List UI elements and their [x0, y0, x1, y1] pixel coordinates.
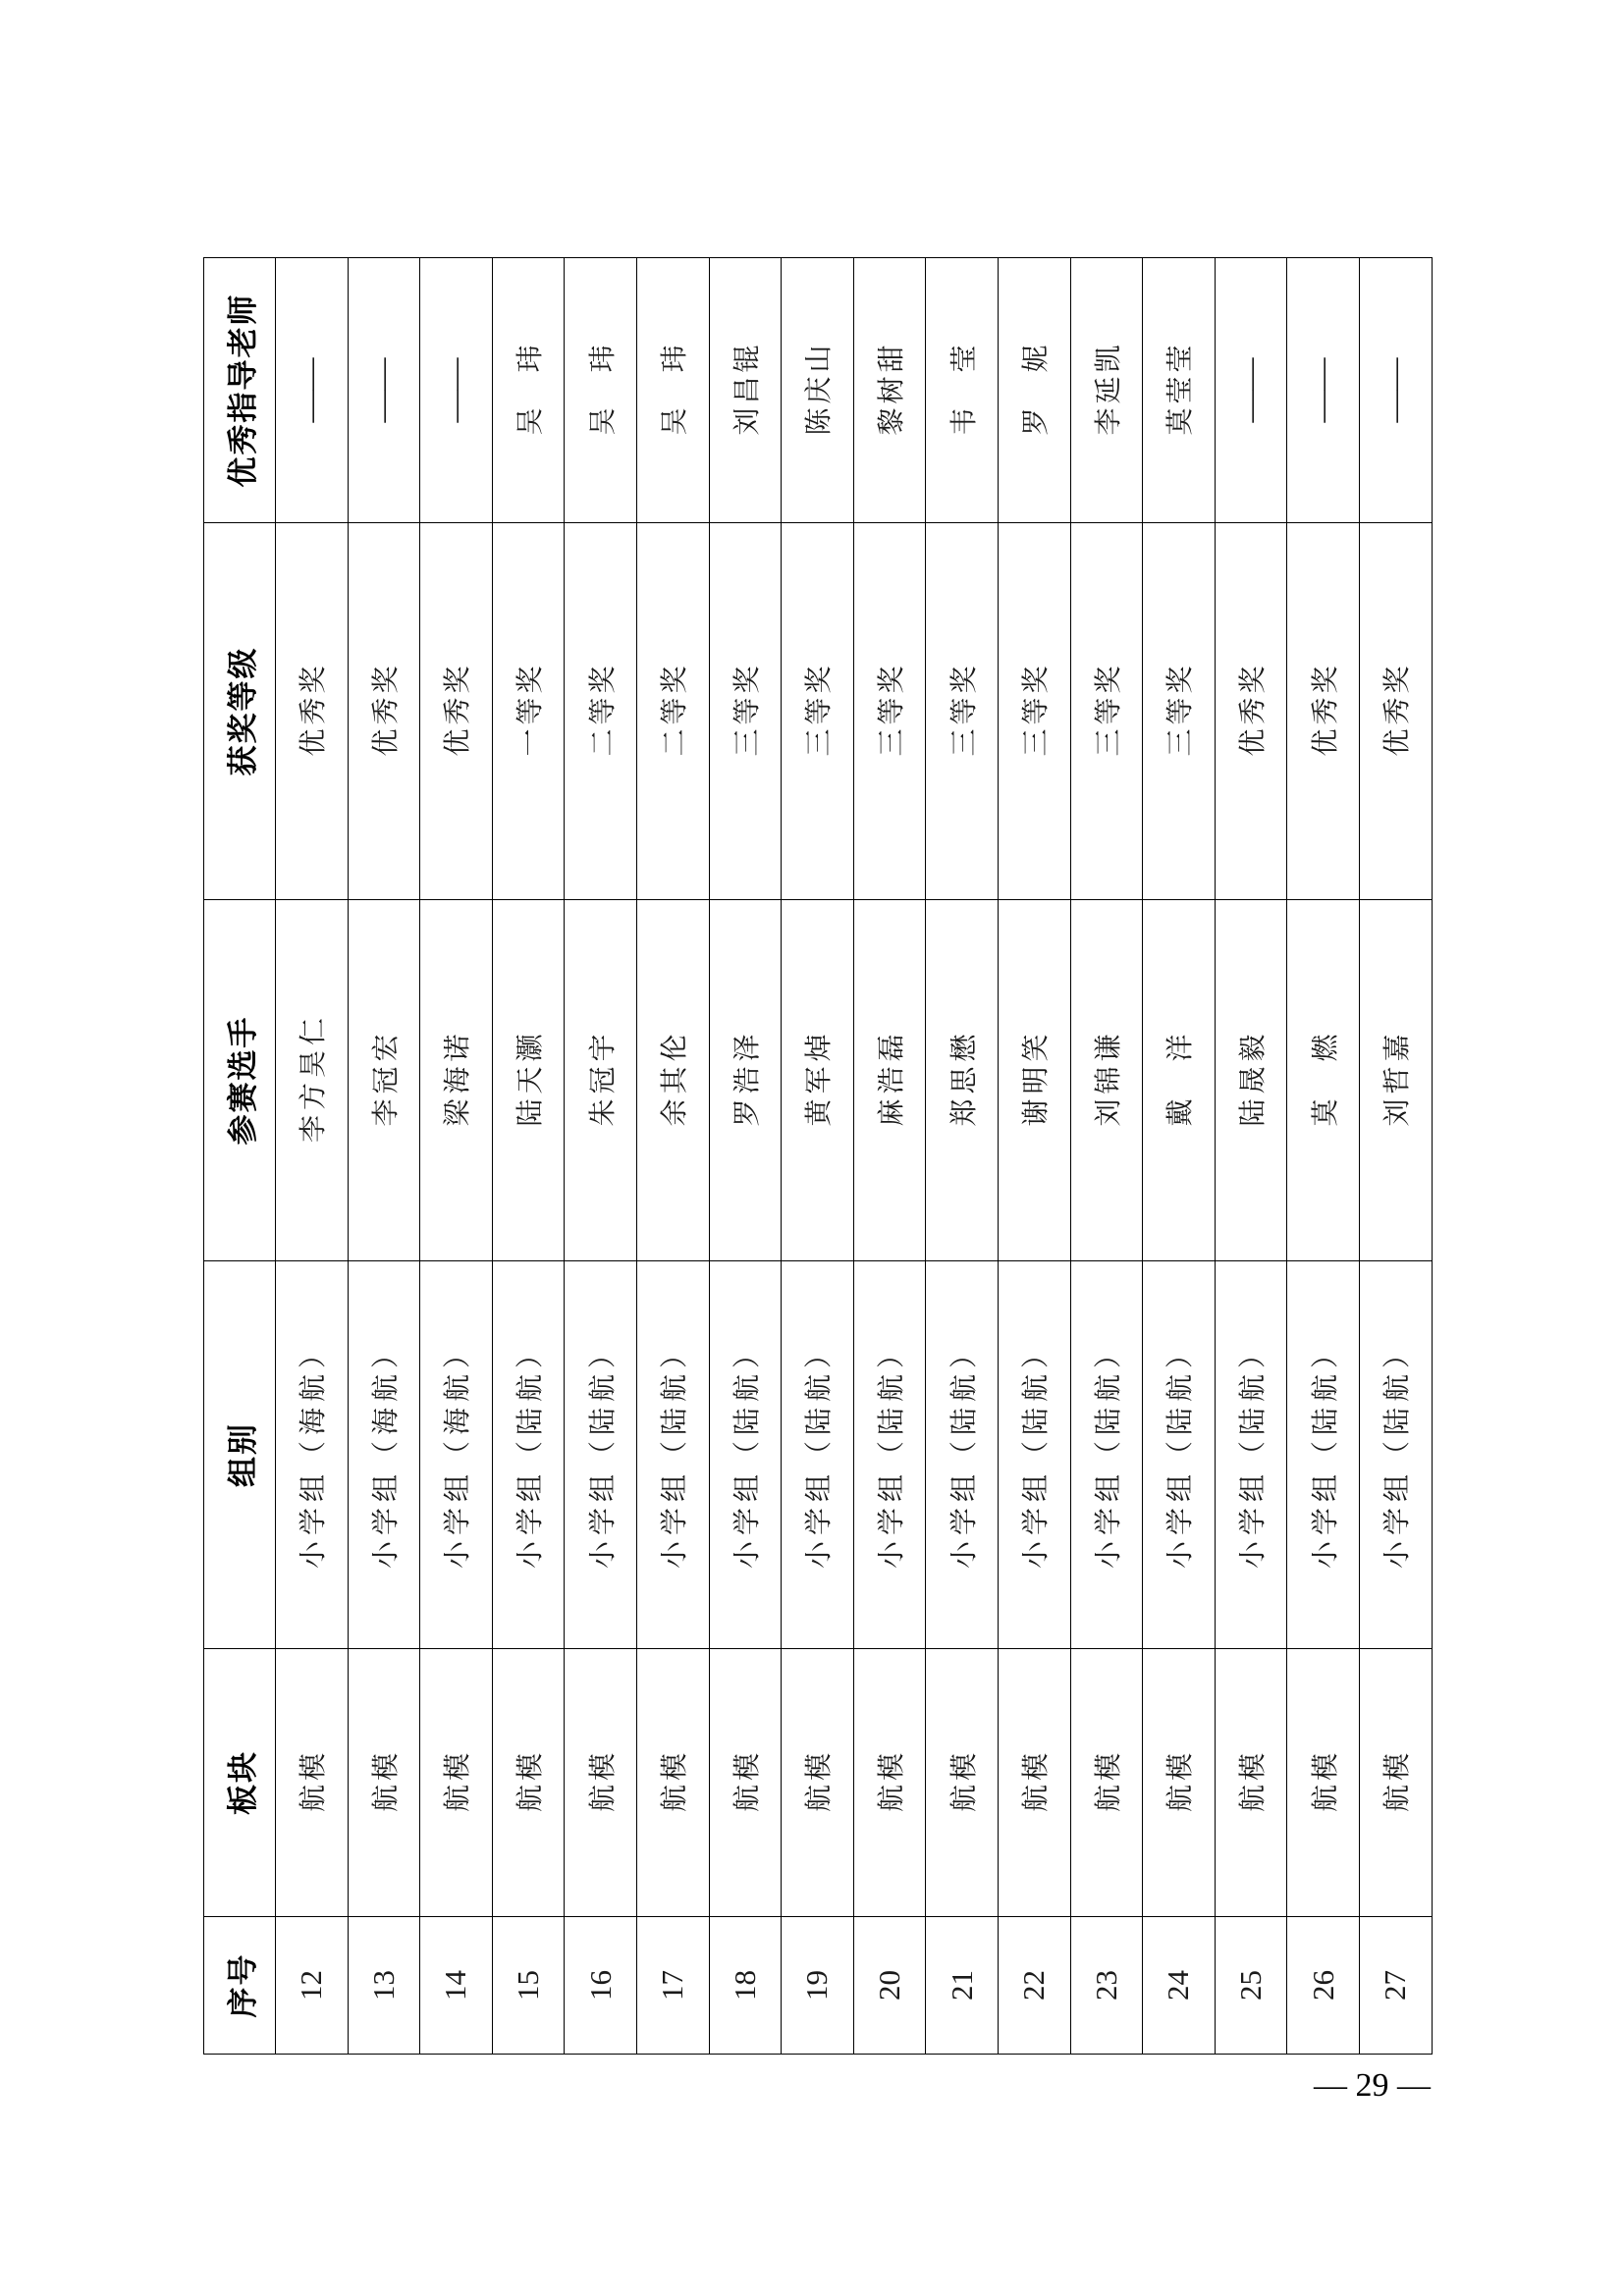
award-table [203, 257, 1433, 2055]
cell-section: 航模 [1287, 1649, 1360, 1917]
cell-award: 三等奖 [1070, 523, 1143, 900]
header-section: 板块 [204, 1649, 276, 1917]
cell-no: 25 [1215, 1917, 1287, 2055]
cell-player: 余其伦 [636, 900, 709, 1261]
cell-group: 小学组（陆航） [1359, 1261, 1432, 1649]
cell-player: 陆天灏 [492, 900, 565, 1261]
cell-award: 三等奖 [853, 523, 926, 900]
table-row [1070, 258, 1143, 2055]
cell-award: 优秀奖 [1287, 523, 1360, 900]
cell-no: 23 [1070, 1917, 1143, 2055]
cell-award: 三等奖 [926, 523, 999, 900]
cell-award: 二等奖 [565, 523, 637, 900]
cell-teacher: 吴 玮 [492, 258, 565, 523]
cell-teacher: 罗 妮 [998, 258, 1070, 523]
cell-award: 优秀奖 [276, 523, 349, 900]
cell-group: 小学组（陆航） [1143, 1261, 1216, 1649]
cell-teacher: —— [1287, 258, 1360, 523]
cell-player: 朱冠宇 [565, 900, 637, 1261]
table-row [782, 258, 854, 2055]
cell-group: 小学组（陆航） [1287, 1261, 1360, 1649]
cell-award: 优秀奖 [1359, 523, 1432, 900]
cell-teacher: 黎树甜 [853, 258, 926, 523]
cell-no: 20 [853, 1917, 926, 2055]
cell-group: 小学组（陆航） [926, 1261, 999, 1649]
cell-player: 刘锦谦 [1070, 900, 1143, 1261]
header-row [204, 258, 276, 2055]
cell-no: 14 [420, 1917, 493, 2055]
cell-award: 一等奖 [492, 523, 565, 900]
cell-award: 优秀奖 [420, 523, 493, 900]
cell-group: 小学组（陆航） [636, 1261, 709, 1649]
table-row [998, 258, 1070, 2055]
cell-no: 27 [1359, 1917, 1432, 2055]
table-row [926, 258, 999, 2055]
cell-player: 李冠宏 [348, 900, 420, 1261]
cell-teacher: 韦 莹 [926, 258, 999, 523]
cell-teacher: —— [1359, 258, 1432, 523]
cell-teacher: 刘昌锟 [709, 258, 782, 523]
cell-group: 小学组（海航） [348, 1261, 420, 1649]
cell-player: 戴 洋 [1143, 900, 1216, 1261]
cell-group: 小学组（海航） [276, 1261, 349, 1649]
cell-award: 三等奖 [782, 523, 854, 900]
table-row [565, 258, 637, 2055]
cell-player: 郑思懋 [926, 900, 999, 1261]
cell-player: 麻浩磊 [853, 900, 926, 1261]
cell-teacher: 吴 玮 [565, 258, 637, 523]
cell-group: 小学组（陆航） [1215, 1261, 1287, 1649]
cell-no: 19 [782, 1917, 854, 2055]
table-row [1359, 258, 1432, 2055]
cell-player: 黄军焯 [782, 900, 854, 1261]
cell-section: 航模 [709, 1649, 782, 1917]
table-row [1215, 258, 1287, 2055]
cell-teacher: —— [420, 258, 493, 523]
page-number: — 29 — [1314, 2067, 1431, 2104]
cell-player: 刘哲嘉 [1359, 900, 1432, 1261]
cell-player: 李方昊仁 [276, 900, 349, 1261]
cell-no: 24 [1143, 1917, 1216, 2055]
cell-award: 优秀奖 [1215, 523, 1287, 900]
cell-player: 梁海诺 [420, 900, 493, 1261]
cell-award: 优秀奖 [348, 523, 420, 900]
cell-player: 谢明笑 [998, 900, 1070, 1261]
cell-group: 小学组（陆航） [565, 1261, 637, 1649]
cell-section: 航模 [1070, 1649, 1143, 1917]
cell-section: 航模 [636, 1649, 709, 1917]
cell-no: 16 [565, 1917, 637, 2055]
table-row [853, 258, 926, 2055]
cell-no: 26 [1287, 1917, 1360, 2055]
table-row [709, 258, 782, 2055]
cell-award: 三等奖 [709, 523, 782, 900]
cell-section: 航模 [492, 1649, 565, 1917]
cell-no: 22 [998, 1917, 1070, 2055]
cell-section: 航模 [998, 1649, 1070, 1917]
cell-group: 小学组（陆航） [709, 1261, 782, 1649]
cell-group: 小学组（陆航） [998, 1261, 1070, 1649]
header-teacher: 优秀指导老师 [204, 258, 276, 523]
cell-section: 航模 [420, 1649, 493, 1917]
cell-teacher: 陈庆山 [782, 258, 854, 523]
header-player: 参赛选手 [204, 900, 276, 1261]
cell-group: 小学组（陆航） [492, 1261, 565, 1649]
cell-section: 航模 [926, 1649, 999, 1917]
cell-group: 小学组（陆航） [782, 1261, 854, 1649]
cell-teacher: 吴 玮 [636, 258, 709, 523]
cell-section: 航模 [1143, 1649, 1216, 1917]
cell-award: 二等奖 [636, 523, 709, 900]
cell-section: 航模 [348, 1649, 420, 1917]
cell-section: 航模 [782, 1649, 854, 1917]
cell-teacher: —— [348, 258, 420, 523]
cell-section: 航模 [1215, 1649, 1287, 1917]
cell-award: 三等奖 [1143, 523, 1216, 900]
cell-player: 罗浩泽 [709, 900, 782, 1261]
table-body [276, 258, 1433, 2055]
table-head [204, 258, 276, 2055]
cell-player: 莫 燃 [1287, 900, 1360, 1261]
cell-no: 18 [709, 1917, 782, 2055]
cell-no: 21 [926, 1917, 999, 2055]
cell-section: 航模 [1359, 1649, 1432, 1917]
header-group: 组别 [204, 1261, 276, 1649]
table-row [420, 258, 493, 2055]
table-row [636, 258, 709, 2055]
cell-section: 航模 [565, 1649, 637, 1917]
header-no: 序号 [204, 1917, 276, 2055]
cell-no: 13 [348, 1917, 420, 2055]
cell-teacher: 李延凯 [1070, 258, 1143, 523]
table-row [1143, 258, 1216, 2055]
cell-group: 小学组（陆航） [1070, 1261, 1143, 1649]
cell-group: 小学组（海航） [420, 1261, 493, 1649]
table-row [1287, 258, 1360, 2055]
cell-group: 小学组（陆航） [853, 1261, 926, 1649]
cell-no: 12 [276, 1917, 349, 2055]
cell-award: 三等奖 [998, 523, 1070, 900]
cell-player: 陆晟毅 [1215, 900, 1287, 1261]
header-award: 获奖等级 [204, 523, 276, 900]
cell-teacher: —— [276, 258, 349, 523]
cell-section: 航模 [276, 1649, 349, 1917]
table-row [492, 258, 565, 2055]
table-row [348, 258, 420, 2055]
cell-teacher: —— [1215, 258, 1287, 523]
cell-no: 15 [492, 1917, 565, 2055]
cell-no: 17 [636, 1917, 709, 2055]
rotated-table-container [203, 258, 1431, 2055]
table-row [276, 258, 349, 2055]
cell-teacher: 莫莹莹 [1143, 258, 1216, 523]
cell-section: 航模 [853, 1649, 926, 1917]
